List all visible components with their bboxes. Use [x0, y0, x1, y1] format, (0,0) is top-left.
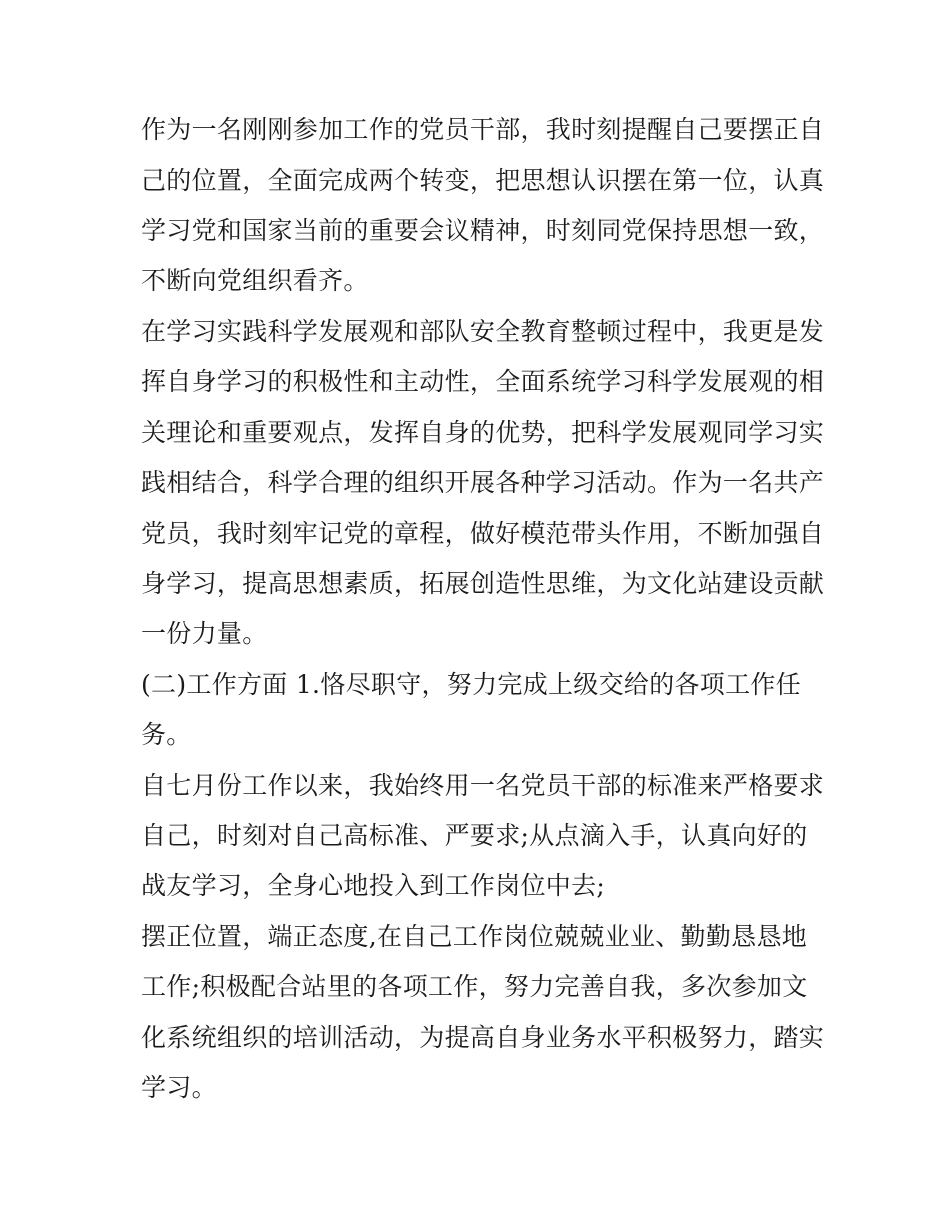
text-line: 己的位置，全面完成两个转变，把思想认识摆在第一位，认真	[141, 166, 825, 195]
text-line: 身学习，提高思想素质，拓展创造性思维，为文化站建设贡献	[141, 569, 825, 598]
text-line: 自七月份工作以来，我始终用一名党员干部的标准来严格要求	[141, 771, 825, 800]
text-line: 作为一名刚刚参加工作的党员干部，我时刻提醒自己要摆正自	[141, 115, 825, 144]
text-line: 挥自身学习的积极性和主动性，全面系统学习科学发展观的相	[141, 367, 825, 396]
text-line: 务。	[141, 720, 192, 749]
text-line: 摆正位置，端正态度,在自己工作岗位兢兢业业、勤勤恳恳地	[141, 922, 808, 951]
text-line: (二)工作方面 1.恪尽职守，努力完成上级交给的各项工作任	[141, 670, 802, 699]
text-line: 关理论和重要观点，发挥自身的优势，把科学发展观同学习实	[141, 418, 825, 447]
text-line: 工作;积极配合站里的各项工作，努力完善自我，多次参加文	[141, 972, 808, 1001]
text-line: 一份力量。	[141, 619, 268, 648]
text-line: 党员，我时刻牢记党的章程，做好模范带头作用，不断加强自	[141, 519, 825, 548]
text-line: 自己，时刻对自己高标准、严要求;从点滴入手，认真向好的	[141, 821, 808, 850]
text-line: 在学习实践科学发展观和部队安全教育整顿过程中，我更是发	[141, 317, 825, 346]
text-line: 践相结合，科学合理的组织开展各种学习活动。作为一名共产	[141, 468, 825, 497]
text-line: 学习党和国家当前的重要会议精神，时刻同党保持思想一致，	[141, 216, 825, 245]
text-line: 战友学习，全身心地投入到工作岗位中去;	[141, 871, 606, 900]
text-line: 不断向党组织看齐。	[141, 266, 369, 295]
text-line: 学习。	[141, 1073, 217, 1102]
text-line: 化系统组织的培训活动，为提高自身业务水平积极努力，踏实	[141, 1023, 825, 1052]
